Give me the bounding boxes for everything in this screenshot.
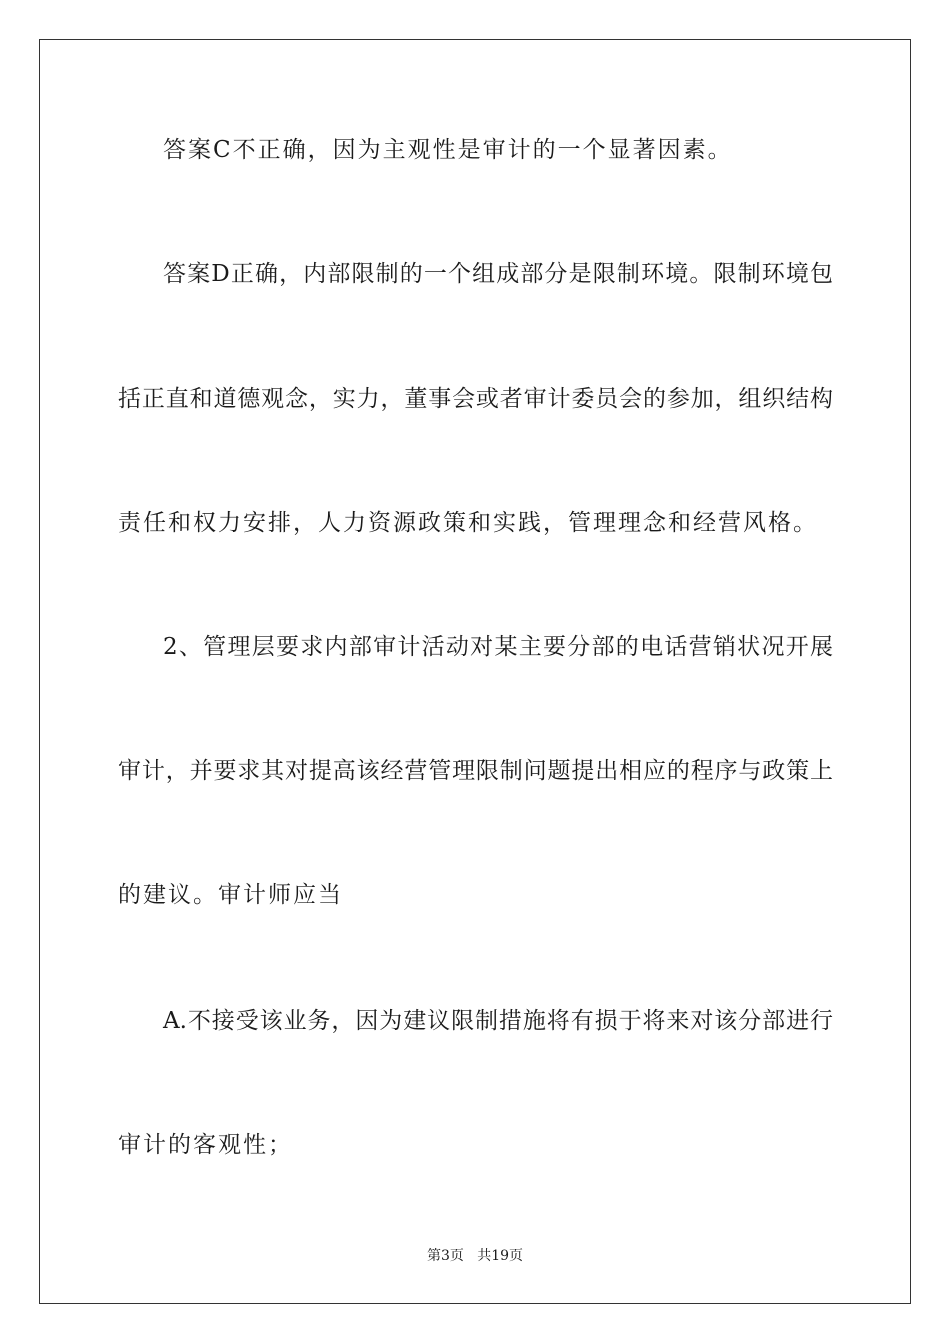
paragraph-line: 括正直和道德观念，实力，董事会或者审计委员会的参加，组织结构: [118, 386, 833, 412]
page-border: [39, 39, 911, 1304]
paragraph-line: 2、管理层要求内部审计活动对某主要分部的电话营销状况开展: [163, 634, 833, 660]
paragraph-line: 的建议。审计师应当: [118, 882, 343, 908]
paragraph-line: 责任和权力安排，人力资源政策和实践，管理理念和经营风格。: [118, 510, 818, 536]
paragraph-line: 答案D正确，内部限制的一个组成部分是限制环境。限制环境包: [163, 261, 833, 287]
paragraph-line: 答案C不正确，因为主观性是审计的一个显著因素。: [163, 137, 733, 163]
page-number-footer: 第3页 共19页: [426, 1248, 524, 1264]
paragraph-line: 审计，并要求其对提高该经营管理限制问题提出相应的程序与政策上: [118, 758, 833, 784]
paragraph-line: 审计的客观性；: [118, 1132, 293, 1158]
paragraph-line: A.不接受该业务，因为建议限制措施将有损于将来对该分部进行: [163, 1008, 833, 1034]
